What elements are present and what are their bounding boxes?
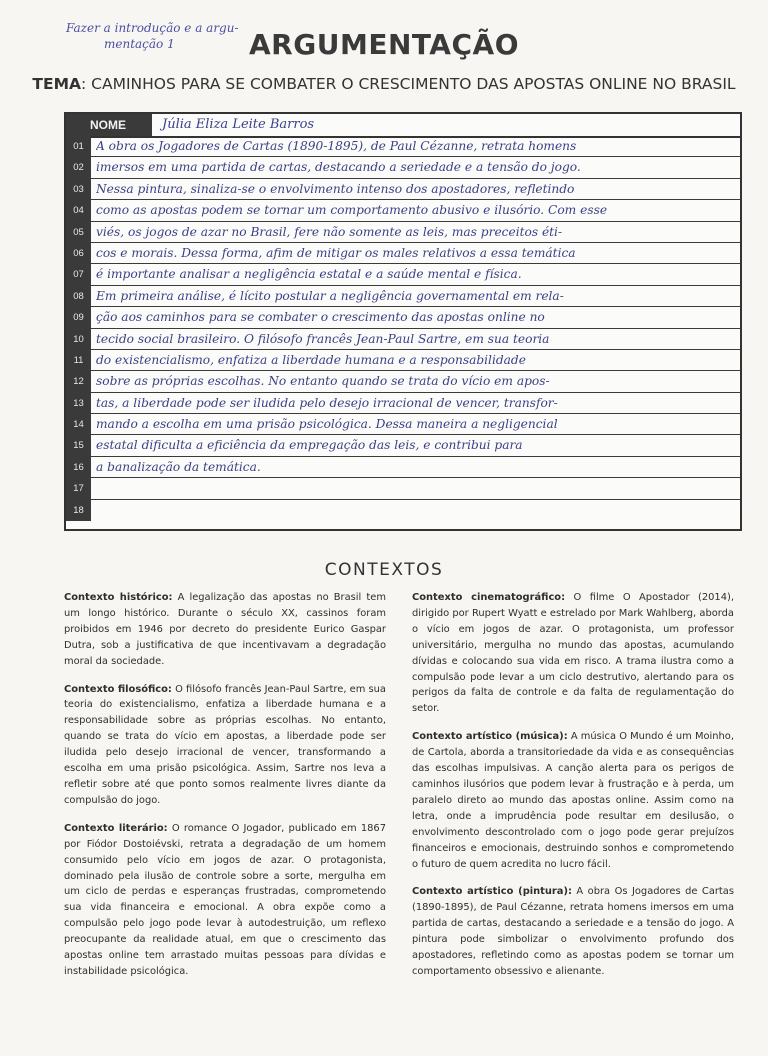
context-paragraph (64, 821, 386, 980)
handwritten-line-text (96, 500, 734, 521)
handwritten-line-text: sobre as próprias escolhas. No entanto quando se trata do vício em apos- (96, 374, 550, 389)
line-number: 04 (66, 200, 91, 220)
essay-line (66, 500, 740, 521)
name-row (66, 114, 740, 138)
handwritten-line-text: como as apostas podem se tornar um comportamento abusivo e ilusório. Com esse (96, 203, 608, 218)
context-paragraph (412, 590, 734, 717)
essay-line (66, 136, 740, 157)
tema-heading (0, 75, 768, 93)
line-number: 07 (66, 264, 91, 284)
line-number: 06 (66, 243, 91, 263)
context-paragraph (412, 729, 734, 872)
essay-line (66, 478, 740, 499)
line-number: 10 (66, 329, 91, 349)
handwritten-line-text: é importante analisar a negligência estatal e a saúde mental e física. (96, 267, 522, 282)
page-title: ARGUMENTAÇÃO (249, 28, 519, 61)
essay-line (66, 307, 740, 328)
context-heading: Contexto artístico (música): (412, 731, 568, 743)
context-paragraph (412, 884, 734, 979)
context-body: A legalização das apostas no Brasil tem um longo histórico. Durante o século XX, cassinos foram proibidos em 1946 por decreto do presidente Eurico Gaspar Dutra, sob a justificativa de que incentivavam a degradação moral da sociedade. (64, 592, 386, 667)
handwritten-line-text: a banalização da temática. (96, 459, 261, 474)
line-number: 12 (66, 371, 91, 391)
name-value: Júlia Eliza Leite Barros (162, 117, 315, 132)
line-number: 16 (66, 457, 91, 477)
line-number: 15 (66, 435, 91, 455)
essay-line (66, 371, 740, 392)
context-body: O romance O Jogador, publicado em 1867 por Fiódor Dostoiévski, retrata a degradação de um homem consumido pelo vício em jogos de azar. O protagonista, dominado pela ilusão de controle sobre a sorte, mergulha em um ciclo de perdas e esperanças frustradas, comprometendo sua vida financeira e emocional. A obra expõe como a compulsão pelo jogo pode levar à autodestruição, um reflexo preocupante da realidade atual, em que o crescimento das apostas online tem arrastado muitas pessoas para dívidas e instabilidade psicológica. (64, 822, 386, 977)
essay-line (66, 264, 740, 285)
context-paragraph (64, 682, 386, 809)
line-number: 02 (66, 157, 91, 177)
handwritten-line-text: imersos em uma partida de cartas, destacando a seriedade e a tensão do jogo. (96, 160, 581, 175)
essay-line (66, 243, 740, 264)
context-heading: Contexto artístico (pintura): (412, 886, 572, 898)
context-body: A obra Os Jogadores de Cartas (1890-1895), de Paul Cézanne, retrata homens imersos em uma partida de cartas, destacando a seriedade e a tensão do jogo. A pintura pode simbolizar o envolvimento profundo dos apostadores, refletindo como as apostas podem se tornar um comportamento obsessivo e alienante. (412, 886, 735, 977)
context-body: O filósofo francês Jean-Paul Sartre, em sua teoria do existencialismo, enfatiza a liberdade humana e a responsabilidade sobre as próprias escolhas. No entanto, quando se trata do vício em apostas, a liberdade pode ser iludida pelo desejo irracional de vencer, transformando a escolha em uma prisão psicológica. Assim, Sartre nos leva a refletir sobre até que ponto somos realmente livres diante da compulsão do jogo. (64, 683, 386, 806)
name-label: NOME (66, 114, 152, 136)
context-heading: Contexto histórico: (64, 592, 173, 603)
contextos-title: CONTEXTOS (324, 560, 444, 580)
essay-line (66, 200, 740, 221)
essay-line (66, 414, 740, 435)
tema-label: TEMA (32, 75, 82, 93)
handwritten-line-text: Em primeira análise, é lícito postular a negligência governamental em rela- (96, 288, 564, 303)
context-body: O filme O Apostador (2014), dirigido por Rupert Wyatt e estrelado por Mark Wahlberg, aborda o vício em jogos de azar. O protagonista, um professor universitário, mergulha no mundo das apostas, acumulando dívidas e colocando sua vida em risco. A trama ilustra como a compulsão pode levar a um ciclo destrutivo, alertando para os perigos da falta de controle e da falta de regulamentação do setor. (412, 592, 734, 715)
line-number: 13 (66, 393, 91, 413)
margin-note-line: Fazer a introdução e a argu- (66, 21, 239, 35)
essay-line (66, 222, 740, 243)
handwritten-line-text: Nessa pintura, sinaliza-se o envolvimento intenso dos apostadores, refletindo (96, 181, 575, 196)
line-number: 09 (66, 307, 91, 327)
handwritten-line-text: tecido social brasileiro. O filósofo francês Jean-Paul Sartre, em sua teoria (96, 331, 550, 346)
line-number: 01 (66, 136, 91, 156)
line-number: 08 (66, 286, 91, 306)
handwritten-line-text: A obra os Jogadores de Cartas (1890-1895), de Paul Cézanne, retrata homens (96, 139, 577, 153)
essay-lines (66, 136, 740, 521)
line-number: 14 (66, 414, 91, 434)
line-number: 05 (66, 222, 91, 242)
context-heading: Contexto cinematográfico: (412, 592, 566, 603)
essay-line (66, 350, 740, 371)
line-number: 11 (66, 350, 91, 370)
essay-line (66, 329, 740, 350)
essay-line (66, 457, 740, 478)
essay-line (66, 435, 740, 456)
context-paragraph (64, 590, 386, 670)
context-body: A música O Mundo é um Moinho, de Cartola, aborda a transitoriedade da vida e as consequências das escolhas impulsivas. A canção alerta para os perigos de caminhos ilusórios que podem levar à frustração e à perda, um paralelo direto ao mundo das apostas online. Assim como na letra, onde a imprudência pode resultar em desilusão, o envolvimento descontrolado com o jogo pode gerar prejuízos financeiros e emocionais, destruindo sonhos e comprometendo o futuro de quem acredita no lucro fácil. (412, 731, 734, 870)
handwritten-line-text: tas, a liberdade pode ser iludida pelo desejo irracional de vencer, transfor- (96, 395, 558, 410)
handwritten-line-text: ção aos caminhos para se combater o crescimento das apostas online no (96, 310, 545, 325)
line-number: 17 (66, 478, 91, 498)
handwritten-line-text (96, 478, 734, 498)
contextos-left-column (64, 590, 386, 992)
handwritten-line-text: cos e morais. Dessa forma, afim de mitigar os males relativos a essa temática (96, 245, 576, 260)
margin-note-line: mentação 1 (104, 37, 175, 51)
line-number: 18 (66, 500, 91, 521)
essay-line (66, 179, 740, 200)
tema-text: : CAMINHOS PARA SE COMBATER O CRESCIMENTO DAS APOSTAS ONLINE NO BRASIL (81, 75, 736, 93)
handwritten-line-text: viés, os jogos de azar no Brasil, fere não somente as leis, mas preceitos éti- (96, 224, 563, 239)
essay-line (66, 286, 740, 307)
handwritten-line-text: estatal dificulta a eficiência da empregação das leis, e contribui para (96, 438, 523, 453)
context-heading: Contexto literário: (64, 822, 168, 834)
line-number: 03 (66, 179, 91, 199)
handwritten-line-text: mando a escolha em uma prisão psicológica. Dessa maneira a negligencial (96, 417, 558, 432)
essay-line (66, 157, 740, 178)
context-heading: Contexto filosófico: (64, 683, 172, 695)
handwritten-line-text: do existencialismo, enfatiza a liberdade humana e a responsabilidade (96, 352, 526, 367)
essay-line (66, 393, 740, 414)
contextos-right-column (412, 590, 734, 992)
answer-sheet (64, 112, 742, 531)
